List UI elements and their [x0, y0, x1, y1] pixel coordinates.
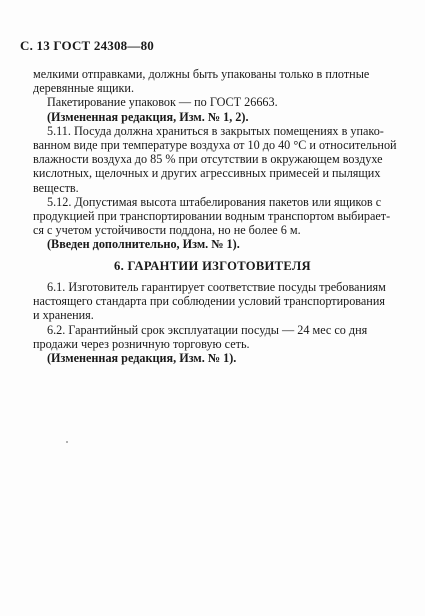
paragraph-line: продажи через розничную торговую сеть. — [33, 336, 250, 351]
amendment-note: (Измененная редакция, Изм. № 1). — [47, 351, 237, 366]
paragraph-line: ванном виде при температуре воздуха от 10 до 40 °С и относительной — [33, 138, 397, 153]
page-header: С. 13 ГОСТ 24308—80 — [20, 38, 154, 53]
section6-text-block — [33, 280, 408, 365]
paragraph-line: ся с учетом устойчивости поддона, но не более 6 м. — [33, 223, 301, 238]
paragraph-line: влажности воздуха до 85 % при отсутствии в окружающем воздухе — [33, 152, 383, 167]
paragraph-line: 5.11. Посуда должна храниться в закрытых помещениях в упако- — [47, 123, 384, 138]
paragraph-line: продукцией при транспортировании водным транспортом выбирает- — [33, 209, 391, 224]
paragraph-line: и хранения. — [33, 308, 94, 323]
paragraph-line: деревянные ящики. — [33, 81, 135, 96]
section-heading: 6. ГАРАНТИИ ИЗГОТОВИТЕЛЯ — [114, 259, 311, 273]
amendment-note: (Измененная редакция, Изм. № 1, 2). — [47, 109, 249, 124]
paragraph-line: веществ. — [33, 180, 79, 195]
paragraph-line: кислотных, щелочных и других агрессивных примесей и пылящих — [33, 166, 381, 181]
section5-text-block — [33, 67, 408, 252]
paragraph-line: мелкими отправками, должны быть упакованы только в плотные — [33, 67, 370, 81]
paragraph-line: настоящего стандарта при соблюдении условий транспортирования — [33, 294, 385, 309]
scan-speck — [66, 441, 68, 443]
amendment-note: (Введен дополнительно, Изм. № 1). — [47, 237, 240, 252]
paragraph-line: 6.1. Изготовитель гарантирует соответствие посуды требованиям — [47, 280, 386, 294]
paragraph-line: Пакетирование упаковок — по ГОСТ 26663. — [47, 95, 278, 110]
paragraph-line: 6.2. Гарантийный срок эксплуатации посуды — 24 мес со дня — [47, 322, 368, 337]
paragraph-line: 5.12. Допустимая высота штабелирования пакетов или ящиков с — [47, 194, 382, 209]
